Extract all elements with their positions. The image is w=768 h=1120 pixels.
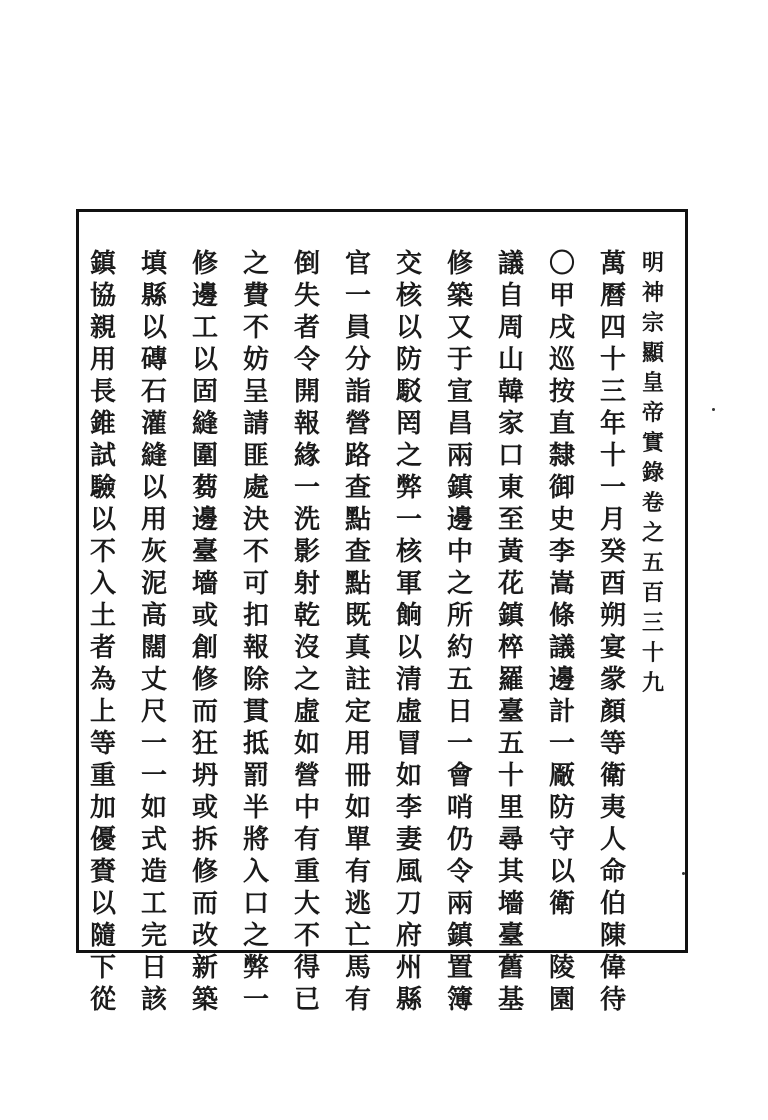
character: 陵 (548, 953, 575, 983)
character: 工 (191, 313, 218, 343)
character: 議 (497, 249, 524, 279)
character: 兩 (446, 889, 473, 919)
text-frame (76, 209, 688, 1015)
character: 固 (191, 377, 218, 407)
character: 鎮 (446, 921, 473, 951)
character: 將 (242, 825, 269, 855)
character: 磚 (140, 345, 167, 375)
character: 等 (599, 729, 626, 759)
character: 之 (395, 441, 422, 471)
character: 核 (395, 537, 422, 567)
character: 長 (89, 377, 116, 407)
character: 等 (89, 729, 116, 759)
character: 以 (89, 505, 116, 535)
character: 餉 (395, 601, 422, 631)
character: 縣 (140, 281, 167, 311)
character: 臺 (497, 921, 524, 951)
character: 亡 (344, 921, 371, 951)
character: 〇 (548, 249, 575, 279)
character: 一 (242, 985, 269, 1015)
character: 拆 (191, 825, 218, 855)
character: 不 (89, 537, 116, 567)
character: 有 (293, 825, 320, 855)
character: 費 (242, 281, 269, 311)
character: 縣 (395, 985, 422, 1015)
character: 鎮 (446, 473, 473, 503)
character: 石 (140, 377, 167, 407)
character: 令 (293, 345, 320, 375)
character: 顏 (599, 697, 626, 727)
character: 縫 (140, 441, 167, 471)
character: 洗 (293, 505, 320, 535)
character: 刀 (395, 889, 422, 919)
character: 修 (191, 249, 218, 279)
character: 墻 (191, 569, 218, 599)
character: 有 (344, 857, 371, 887)
character: 朔 (599, 601, 626, 631)
character (542, 920, 582, 952)
character: 臺 (497, 697, 524, 727)
character: 者 (89, 633, 116, 663)
character: 蒭 (191, 473, 218, 503)
character: 所 (446, 601, 473, 631)
character: 三 (641, 610, 664, 636)
character: 府 (395, 921, 422, 951)
character: 臺 (191, 537, 218, 567)
character: 完 (140, 921, 167, 951)
character: 令 (446, 857, 473, 887)
character: 顯 (641, 340, 664, 366)
character: 李 (395, 793, 422, 823)
character: 查 (344, 537, 371, 567)
character: 嵩 (548, 569, 575, 599)
character: 丈 (140, 665, 167, 695)
character: 駁 (395, 377, 422, 407)
character: 尋 (497, 825, 524, 855)
character: 分 (344, 345, 371, 375)
character: 不 (293, 921, 320, 951)
character: 從 (89, 985, 116, 1015)
character: 泥 (140, 569, 167, 599)
character: 厰 (548, 761, 575, 791)
character: 灌 (140, 409, 167, 439)
character: 賚 (89, 857, 116, 887)
character: 口 (242, 889, 269, 919)
character: 冊 (344, 761, 371, 791)
character: 以 (89, 889, 116, 919)
character: 倒 (293, 249, 320, 279)
character: 清 (395, 665, 422, 695)
character: 坍 (191, 761, 218, 791)
character: 兩 (446, 441, 473, 471)
character: 點 (344, 569, 371, 599)
character: 卷 (641, 490, 664, 516)
character: 該 (140, 985, 167, 1015)
character: 有 (344, 985, 371, 1015)
character: 已 (293, 985, 320, 1015)
character: 匪 (242, 441, 269, 471)
character: 錐 (89, 409, 116, 439)
character: 命 (599, 857, 626, 887)
character: 防 (395, 345, 422, 375)
character: 一 (344, 281, 371, 311)
text-column-8 (236, 248, 276, 1016)
character: 罰 (242, 761, 269, 791)
character: 者 (293, 313, 320, 343)
character: 約 (446, 633, 473, 663)
character: 昌 (446, 409, 473, 439)
character: 哨 (446, 793, 473, 823)
character: 置 (446, 953, 473, 983)
character: 鎮 (89, 249, 116, 279)
character: 三 (599, 377, 626, 407)
text-column-7 (287, 248, 327, 1016)
character: 用 (89, 345, 116, 375)
character: 射 (293, 569, 320, 599)
character: 戌 (548, 313, 575, 343)
character: 逃 (344, 889, 371, 919)
character: 之 (242, 921, 269, 951)
character: 一 (548, 729, 575, 759)
character: 入 (242, 857, 269, 887)
character: 又 (446, 313, 473, 343)
character: 李 (548, 537, 575, 567)
character: 一 (395, 505, 422, 535)
character: 東 (497, 473, 524, 503)
character: 式 (140, 825, 167, 855)
character: 優 (89, 825, 116, 855)
character: 報 (242, 633, 269, 663)
character: 大 (293, 889, 320, 919)
character: 上 (89, 697, 116, 727)
character: 酉 (599, 569, 626, 599)
character: 入 (89, 569, 116, 599)
character: 按 (548, 377, 575, 407)
character: 如 (293, 729, 320, 759)
character: 貫 (242, 697, 269, 727)
character: 帝 (641, 400, 664, 426)
character: 除 (242, 665, 269, 695)
character: 驗 (89, 473, 116, 503)
character: 半 (242, 793, 269, 823)
character: 基 (497, 985, 524, 1015)
text-column-2 (542, 248, 582, 1016)
character: 以 (548, 857, 575, 887)
character: 路 (344, 441, 371, 471)
character: 計 (548, 697, 575, 727)
character: 五 (641, 550, 664, 576)
character: 處 (242, 473, 269, 503)
character: 妨 (242, 345, 269, 375)
character: 狂 (191, 729, 218, 759)
character: 衛 (548, 889, 575, 919)
character: 年 (599, 409, 626, 439)
character: 軍 (395, 569, 422, 599)
character: 伯 (599, 889, 626, 919)
character: 錄 (641, 460, 664, 486)
character: 隸 (548, 441, 575, 471)
character: 舊 (497, 953, 524, 983)
text-column-10 (134, 248, 174, 1016)
character: 而 (191, 697, 218, 727)
character: 以 (191, 345, 218, 375)
character: 以 (140, 313, 167, 343)
character: 偉 (599, 953, 626, 983)
character: 之 (242, 249, 269, 279)
character: 皇 (641, 370, 664, 396)
character: 之 (641, 520, 664, 546)
character: 營 (293, 761, 320, 791)
character: 風 (395, 857, 422, 887)
character: 䝉 (599, 665, 626, 695)
character: 一 (140, 729, 167, 759)
character: 弊 (242, 953, 269, 983)
character: 甲 (548, 281, 575, 311)
character: 可 (242, 569, 269, 599)
character: 重 (89, 761, 116, 791)
character: 衛 (599, 761, 626, 791)
character: 築 (191, 985, 218, 1015)
character: 妻 (395, 825, 422, 855)
character: 邊 (191, 281, 218, 311)
character: 之 (446, 569, 473, 599)
character: 得 (293, 953, 320, 983)
character: 九 (641, 670, 664, 696)
character: 鎮 (497, 601, 524, 631)
character: 曆 (599, 281, 626, 311)
character: 闊 (140, 633, 167, 663)
character: 五 (446, 665, 473, 695)
character: 抵 (242, 729, 269, 759)
character: 癸 (599, 537, 626, 567)
character: 圍 (191, 441, 218, 471)
character: 填 (140, 249, 167, 279)
character: 下 (89, 953, 116, 983)
character: 如 (344, 793, 371, 823)
character: 州 (395, 953, 422, 983)
character: 親 (89, 313, 116, 343)
character: 或 (191, 793, 218, 823)
character: 試 (89, 441, 116, 471)
character: 虛 (293, 697, 320, 727)
character: 議 (548, 633, 575, 663)
character: 交 (395, 249, 422, 279)
scan-speck (712, 408, 715, 411)
character: 十 (599, 345, 626, 375)
character: 改 (191, 921, 218, 951)
character: 實 (641, 430, 664, 456)
character: 巡 (548, 345, 575, 375)
character: 呈 (242, 377, 269, 407)
character: 待 (599, 985, 626, 1015)
character: 中 (293, 793, 320, 823)
character: 或 (191, 601, 218, 631)
character: 縫 (191, 409, 218, 439)
character: 夷 (599, 793, 626, 823)
character: 虛 (395, 697, 422, 727)
character: 扣 (242, 601, 269, 631)
character: 影 (293, 537, 320, 567)
character: 創 (191, 633, 218, 663)
character: 不 (242, 537, 269, 567)
character: 宴 (599, 633, 626, 663)
character: 一 (140, 761, 167, 791)
character: 韓 (497, 377, 524, 407)
character: 日 (446, 697, 473, 727)
character: 邊 (191, 505, 218, 535)
character: 之 (293, 665, 320, 695)
character: 防 (548, 793, 575, 823)
character: 于 (446, 345, 473, 375)
character: 乾 (293, 601, 320, 631)
character: 註 (344, 665, 371, 695)
character: 造 (140, 857, 167, 887)
character: 五 (497, 729, 524, 759)
character: 直 (548, 409, 575, 439)
character: 花 (497, 569, 524, 599)
character: 真 (344, 633, 371, 663)
character: 隨 (89, 921, 116, 951)
character: 羅 (497, 665, 524, 695)
character: 緣 (293, 441, 320, 471)
character: 陳 (599, 921, 626, 951)
character: 萬 (599, 249, 626, 279)
text-column-1 (593, 248, 633, 1016)
character: 點 (344, 505, 371, 535)
character: 高 (140, 601, 167, 631)
character: 而 (191, 889, 218, 919)
character: 核 (395, 281, 422, 311)
character: 一 (599, 473, 626, 503)
character: 神 (641, 280, 664, 306)
character: 守 (548, 825, 575, 855)
character: 協 (89, 281, 116, 311)
text-column-5 (389, 248, 429, 1016)
character: 用 (344, 729, 371, 759)
character: 會 (446, 761, 473, 791)
character: 墻 (497, 889, 524, 919)
character: 以 (395, 633, 422, 663)
character: 請 (242, 409, 269, 439)
character: 員 (344, 313, 371, 343)
character: 日 (140, 953, 167, 983)
character: 既 (344, 601, 371, 631)
character: 家 (497, 409, 524, 439)
character: 四 (599, 313, 626, 343)
character: 御 (548, 473, 575, 503)
character: 官 (344, 249, 371, 279)
character: 史 (548, 505, 575, 535)
character: 周 (497, 313, 524, 343)
character: 弊 (395, 473, 422, 503)
character: 定 (344, 697, 371, 727)
character: 人 (599, 825, 626, 855)
character: 失 (293, 281, 320, 311)
character: 黃 (497, 537, 524, 567)
character: 加 (89, 793, 116, 823)
character: 以 (140, 473, 167, 503)
character: 重 (293, 857, 320, 887)
character: 為 (89, 665, 116, 695)
text-column-3 (491, 248, 531, 1016)
character: 營 (344, 409, 371, 439)
character: 十 (599, 441, 626, 471)
character: 椊 (497, 633, 524, 663)
character: 自 (497, 281, 524, 311)
character: 灰 (140, 537, 167, 567)
character: 不 (242, 313, 269, 343)
character: 修 (191, 857, 218, 887)
character: 仍 (446, 825, 473, 855)
character: 尺 (140, 697, 167, 727)
character: 工 (140, 889, 167, 919)
character: 築 (446, 281, 473, 311)
character: 修 (191, 665, 218, 695)
volume-header (633, 248, 673, 698)
character: 里 (497, 793, 524, 823)
character: 園 (548, 985, 575, 1015)
character: 查 (344, 473, 371, 503)
character: 詣 (344, 377, 371, 407)
text-column-6 (338, 248, 378, 1016)
character: 單 (344, 825, 371, 855)
character: 冒 (395, 729, 422, 759)
character: 明 (641, 250, 664, 276)
character: 十 (497, 761, 524, 791)
character: 如 (395, 761, 422, 791)
character: 中 (446, 537, 473, 567)
character: 開 (293, 377, 320, 407)
text-column-11 (83, 248, 123, 1016)
character: 百 (641, 580, 664, 606)
character: 宗 (641, 310, 664, 336)
character: 馬 (344, 953, 371, 983)
character: 一 (293, 473, 320, 503)
scan-speck (682, 872, 685, 875)
character: 宣 (446, 377, 473, 407)
character: 沒 (293, 633, 320, 663)
character: 月 (599, 505, 626, 535)
text-column-9 (185, 248, 225, 1016)
character: 山 (497, 345, 524, 375)
character: 決 (242, 505, 269, 535)
text-column-4 (440, 248, 480, 1016)
character: 用 (140, 505, 167, 535)
character: 簿 (446, 985, 473, 1015)
character: 修 (446, 249, 473, 279)
character: 十 (641, 640, 664, 666)
character: 其 (497, 857, 524, 887)
character: 一 (446, 729, 473, 759)
character: 土 (89, 601, 116, 631)
character: 條 (548, 601, 575, 631)
character: 報 (293, 409, 320, 439)
character: 邊 (548, 665, 575, 695)
character: 以 (395, 313, 422, 343)
character: 口 (497, 441, 524, 471)
character: 新 (191, 953, 218, 983)
character: 罔 (395, 409, 422, 439)
character: 邊 (446, 505, 473, 535)
character: 如 (140, 793, 167, 823)
character: 至 (497, 505, 524, 535)
